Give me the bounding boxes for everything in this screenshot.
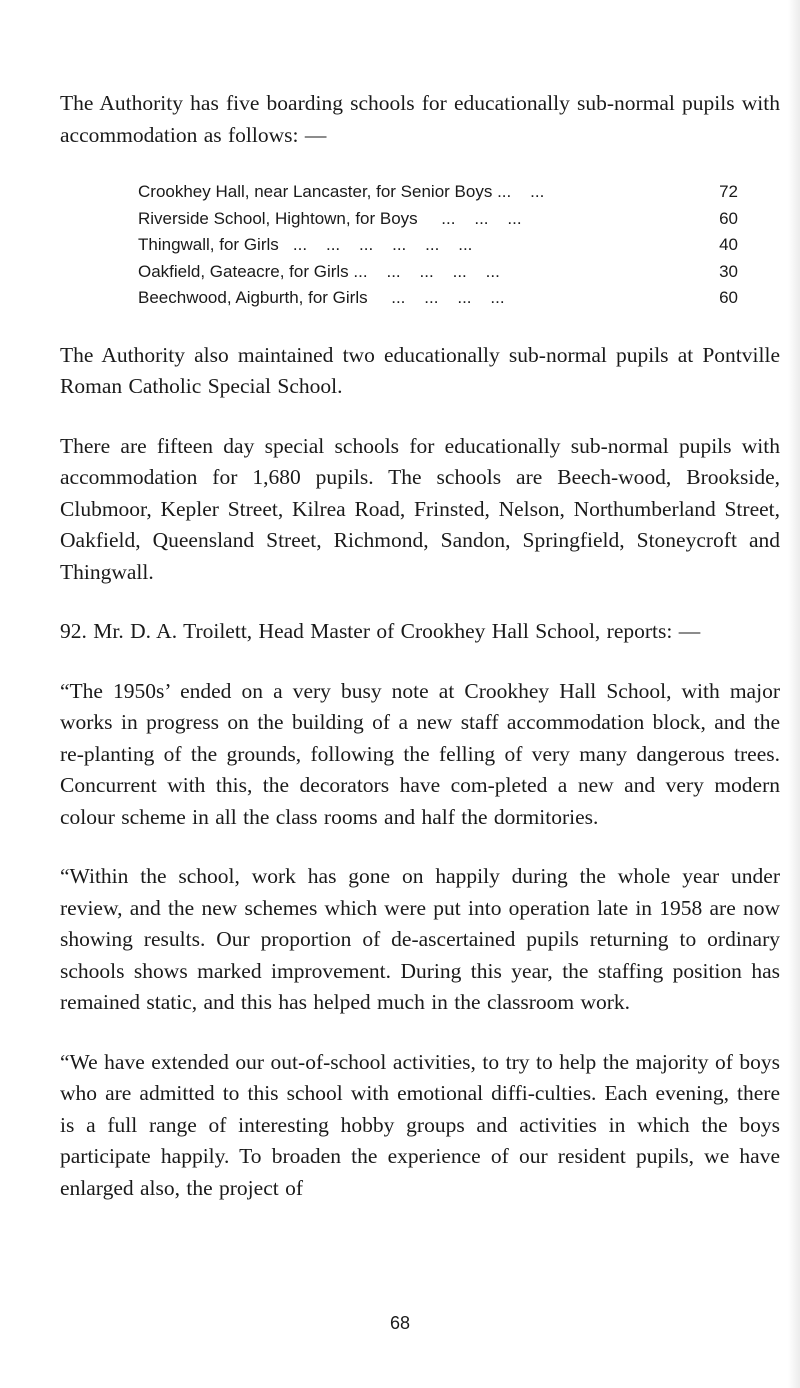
school-name: Thingwall, for Girls ... ... ... ... ... ...: [138, 235, 473, 254]
boarding-schools-list: [60, 179, 738, 312]
page-edge-shadow: [788, 0, 800, 1388]
list-item: [138, 206, 738, 233]
school-name: Beechwood, Aigburth, for Girls ... ... ... ...: [138, 288, 505, 307]
report-within-paragraph: “Within the school, work has gone on happily during the whole year under review, and the new schemes which were put into operation late in 1958 are now showing results. Our proportion of de-ascertained pupils returning to ordinary schools shows marked improvement. During this year, the staffing position has remained static, and this has helped much in the classroom work.: [60, 864, 780, 1014]
school-capacity: 60: [719, 288, 738, 307]
list-item: [138, 179, 738, 206]
list-item: [138, 232, 738, 259]
list-item: [138, 259, 738, 286]
day-schools-paragraph: There are fifteen day special schools for educationally sub-normal pupils with accommodation for 1,680 pupils. The schools are Beech-wood, Brookside, Clubmoor, Kepler Street, Kilrea Road, Frinsted, Nelson, Northumberland Street, Oakfield, Queensland Street, Richmond, Sandon, Springfield, Stoneycroft and Thingwall.: [60, 433, 780, 584]
report-1950s-paragraph: “The 1950s’ ended on a very busy note at Crookhey Hall School, with major works in progress on the building of a new staff accommodation block, and the re-planting of the grounds, following the felling of very many dangerous trees. Concurrent with this, the decorators have com-pleted a new and very modern colour scheme in all the class rooms and half the dormitories.: [60, 678, 780, 829]
school-capacity: 60: [719, 208, 738, 228]
school-capacity: 30: [719, 261, 738, 281]
pontville-paragraph: The Authority also maintained two educationally sub-normal pupils at Pontville Roman Catholic Special School.: [60, 342, 780, 398]
intro-paragraph: The Authority has five boarding schools for educationally sub-normal pupils with accommodation as follows: —: [60, 91, 780, 147]
page-number: 68: [389, 1313, 411, 1333]
school-name: Oakfield, Gateacre, for Girls ... ... ... ... ...: [138, 261, 500, 281]
list-item: [138, 285, 738, 312]
report-activities-paragraph: “We have extended our out-of-school activities, to try to help the majority of boys who are admitted to this school with emotional diffi-culties. Each evening, there is a full range of interesting hobby groups and activities in which the boys participate happily. To broaden the experience of our resident pupils, we have enlarged also, the project of: [60, 1049, 780, 1200]
school-name: Riverside School, Hightown, for Boys ... ... ...: [138, 208, 522, 228]
school-capacity: 40: [719, 235, 738, 254]
school-capacity: 72: [719, 182, 738, 201]
school-name: Crookhey Hall, near Lancaster, for Senior Boys ... ...: [138, 182, 545, 201]
document-page: [60, 88, 780, 1232]
report-heading-paragraph: 92. Mr. D. A. Troilett, Head Master of Crookhey Hall School, reports: —: [60, 619, 701, 643]
